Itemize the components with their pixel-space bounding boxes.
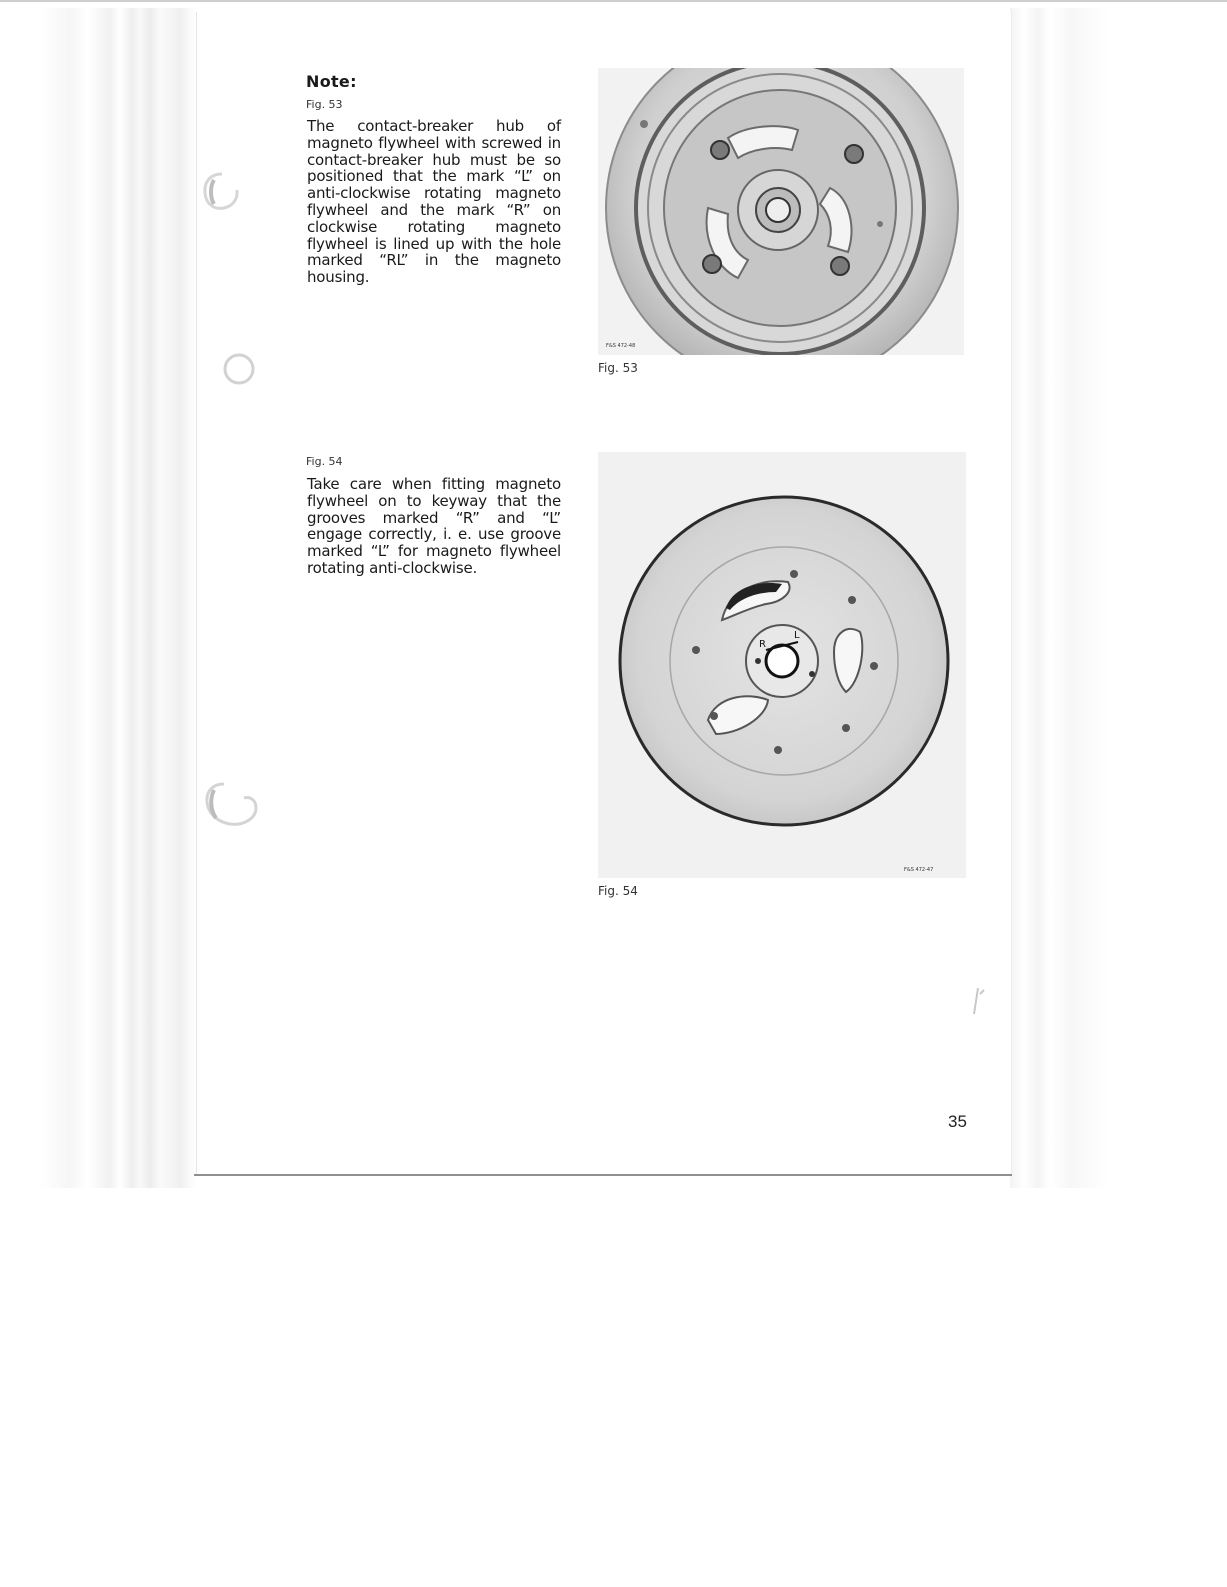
fig-54-flywheel-photo: [598, 452, 966, 878]
binder-hole-middle: [218, 348, 260, 390]
fig-54-mark-r: R: [759, 639, 766, 650]
fig-53-reference: Fig. 53: [306, 98, 343, 111]
fig-54-reference: Fig. 54: [306, 455, 343, 468]
page-number: 35: [948, 1112, 967, 1131]
binder-hole-top: [200, 168, 246, 218]
fig-54-mark-l: L: [794, 630, 800, 641]
fig-53-photo-label: F&S 472-48: [606, 343, 636, 349]
note-paragraph: The contact-breaker hub of magneto flywheel with screwed in contact-breaker hub must be so positioned that the mark “L” on anti-clockwise rotating magneto flywheel and the mark “R” on clockwise rotating magneto flywheel is lined up with the hole marked “RL” in the magneto housing.: [307, 117, 561, 287]
binder-shadow-right: [1010, 8, 1110, 1188]
note-heading: Note:: [306, 72, 357, 91]
fig-53-caption: Fig. 53: [598, 361, 638, 375]
scan-top-edge: [0, 0, 1227, 2]
binder-shadow-left: [40, 8, 196, 1188]
binder-hole-bottom: [200, 776, 264, 836]
fig-54-caption: Fig. 54: [598, 884, 638, 898]
fig-53-flywheel-photo: [598, 68, 964, 355]
fig-54-photo-label: F&S 472-47: [904, 867, 934, 873]
scan-mark: [966, 984, 988, 1020]
page-bottom-edge: [194, 1174, 1012, 1176]
keyway-paragraph: Take care when fitting magneto flywheel on to keyway that the grooves marked “R” and “L” engage correctly, i. e. use groove marked “L” for magneto flywheel rotating anti-clockwise.: [307, 475, 561, 577]
